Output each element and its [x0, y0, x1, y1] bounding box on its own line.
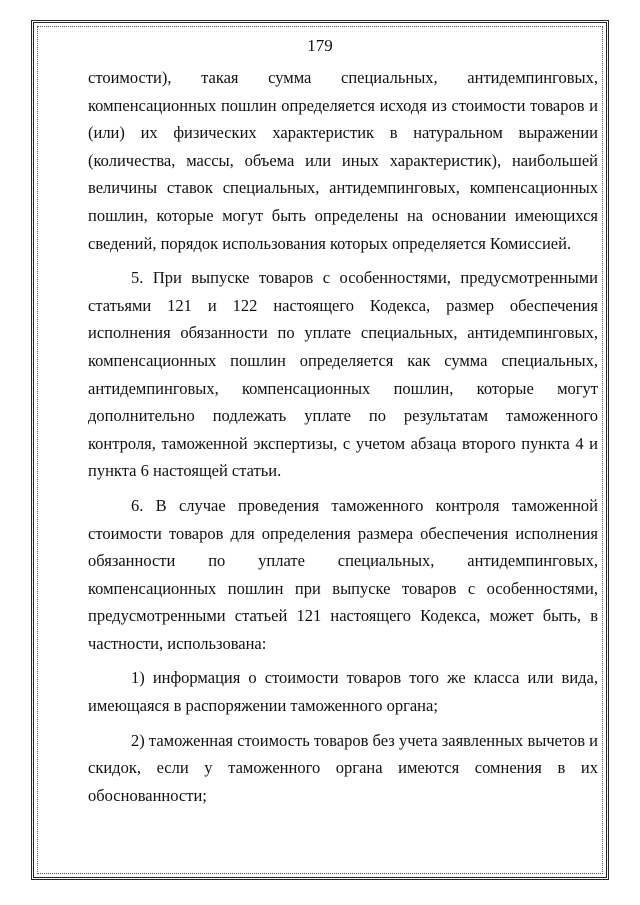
paragraph-subitem-2: 2) таможенная стоимость товаров без учета заявленных вычетов и скидок, если у таможенного органа имеются сомнения в их обоснованности;	[88, 730, 598, 805]
paragraph-subitem-1: 1) информация о стоимости товаров того же класса или вида, имеющаяся в распоряжении таможенного органа;	[88, 668, 598, 716]
paragraph-continuation: стоимости), такая сумма специальных, антидемпинговых, компенсационных пошлин определяется исходя из стоимости товаров и (или) их физических характеристик в натуральном выражении (количества, массы, объема или иных характеристик), наибольшей величины ставок специальных, антидемпинговых, компенсационных пошлин, которые могут быть определены на основании имеющихся сведений, порядок использования которых определяется Комиссией.	[88, 68, 598, 253]
paragraph-item-5: 5. При выпуске товаров с особенностями, предусмотренными статьями 121 и 122 настоящего Кодекса, размер обеспечения исполнения обязанности по уплате специальных, антидемпинговых, компенсационных пошлин определяется как сумма специальных, антидемпинговых, компенсационных пошлин, которые могут дополнительно подлежать уплате по результатам таможенного контроля, таможенной экспертизы, с учетом абзаца второго пункта 4 и пункта 6 настоящей статьи.	[88, 268, 598, 481]
page-number: 179	[307, 36, 333, 55]
document-body	[88, 64, 598, 816]
paragraph-item-6: 6. В случае проведения таможенного контроля таможенной стоимости товаров для определения размера обеспечения исполнения обязанности по уплате специальных, антидемпинговых, компенсационных пошлин при выпуске товаров с особенностями, предусмотренными статьей 121 настоящего Кодекса, может быть, в частности, использована:	[88, 495, 598, 653]
